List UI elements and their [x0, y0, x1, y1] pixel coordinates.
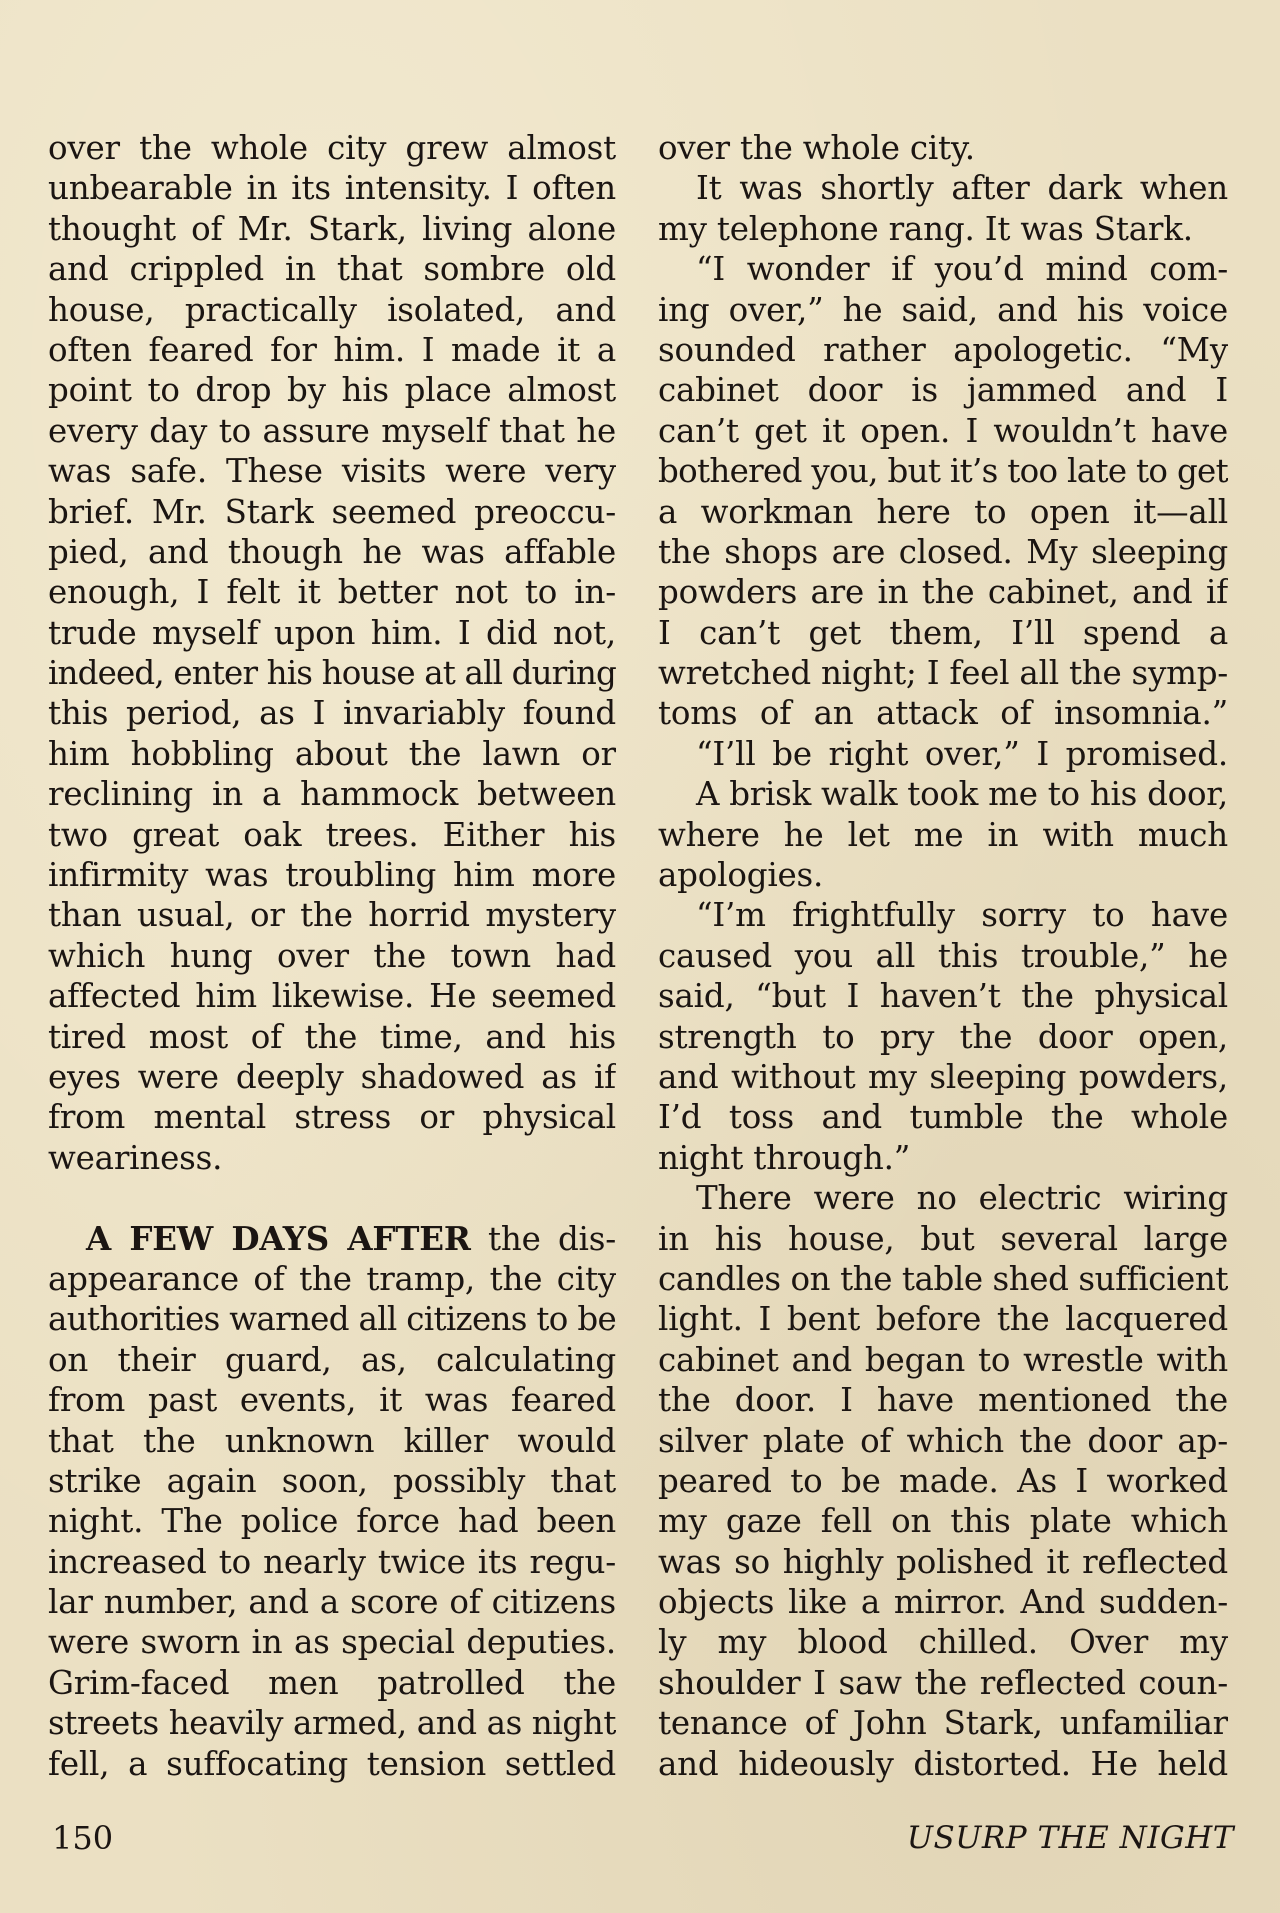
- left_column-line: pied, and though he was affable: [48, 532, 616, 571]
- left_column-line: brief. Mr. Stark seemed preoccu-: [48, 492, 616, 531]
- right_column-line: wretched night; I feel all the symp-: [658, 654, 1228, 693]
- page-number: 150: [52, 1819, 114, 1857]
- right_column-line: tenance of John Stark, unfamiliar: [658, 1704, 1228, 1743]
- left-text-column: [48, 128, 616, 1784]
- left_column-line: every day to assure myself that he: [48, 411, 616, 450]
- left_column_after-line: appearance of the tramp, the city: [48, 1259, 616, 1298]
- right_column-line: over the whole city.: [658, 129, 975, 167]
- left_column_after-line: from past events, it was feared: [48, 1381, 616, 1420]
- right_column-line: candles on the table shed sufficient: [658, 1259, 1228, 1298]
- left_column-line: infirmity was troubling him more: [48, 856, 616, 895]
- right_column-line: A brisk walk took me to his door,: [696, 775, 1228, 814]
- right_column-line: toms of an attack of insomnia.”: [658, 694, 1228, 733]
- left_column-line: him hobbling about the lawn or: [48, 734, 616, 773]
- right_column-line: There were no electric wiring: [696, 1179, 1228, 1218]
- left_column_after-line: that the unknown killer would: [48, 1421, 616, 1460]
- right_column-line: my gaze fell on this plate which: [658, 1502, 1228, 1541]
- left_column-line: thought of Mr. Stark, living alone: [48, 209, 616, 248]
- left_column-line: often feared for him. I made it a: [48, 330, 616, 369]
- section-run-in-heading: A FEW DAYS AFTER: [86, 1218, 471, 1258]
- right_column-line: said, “but I haven’t the physical: [658, 977, 1228, 1016]
- right_column-line: night through.”: [658, 1138, 911, 1177]
- right_column-line: “I wonder if you’d mind com-: [696, 250, 1228, 289]
- section-opening-text: the dis-: [470, 1219, 616, 1258]
- left_column_after-line: night. The police force had been: [48, 1502, 616, 1541]
- right_column-line: was so highly polished it reflected: [658, 1542, 1228, 1581]
- left_column-line: two great oak trees. Either his: [48, 815, 616, 854]
- right_column-line: It was shortly after dark when: [696, 169, 1228, 208]
- right_column-line: sounded rather apologetic. “My: [658, 330, 1228, 369]
- right_column-line: I’d toss and tumble the whole: [658, 1098, 1228, 1137]
- left_column-line: enough, I felt it better not to in-: [48, 573, 616, 612]
- right_column-line: silver plate of which the door ap-: [658, 1421, 1228, 1460]
- right_column-line: ing over,” he said, and his voice: [658, 290, 1228, 329]
- left_column_after-line: lar number, and a score of citizens: [48, 1583, 616, 1622]
- left_column-line: eyes were deeply shadowed as if: [48, 1057, 616, 1096]
- left_column-line: this period, as I invariably found: [48, 694, 616, 733]
- right_column-line: my telephone rang. It was Stark.: [658, 209, 1193, 248]
- right_column-line: I can’t get them, I’ll spend a: [658, 613, 1228, 652]
- right_column-line: a workman here to open it—all: [658, 492, 1228, 531]
- right_column-line: and without my sleeping powders,: [658, 1057, 1228, 1096]
- right_column-line: the shops are closed. My sleeping: [658, 532, 1228, 571]
- section-opening-line: [48, 1219, 616, 1259]
- right_column-line: the door. I have mentioned the: [658, 1381, 1228, 1420]
- right_column-line: can’t get it open. I wouldn’t have: [658, 411, 1228, 450]
- right_column-line: cabinet door is jammed and I: [658, 371, 1228, 410]
- right_column-line: light. I bent before the lacquered: [658, 1300, 1228, 1339]
- left_column-line: than usual, or the horrid mystery: [48, 896, 616, 935]
- right_column-line: where he let me in with much: [658, 815, 1228, 854]
- right_column-line: objects like a mirror. And sudden-: [658, 1583, 1228, 1622]
- right_column-line: apologies.: [658, 856, 824, 895]
- left_column-line: reclining in a hammock between: [48, 775, 616, 814]
- left_column_after-line: strike again soon, possibly that: [48, 1461, 616, 1500]
- left_column-line: affected him likewise. He seemed: [48, 977, 616, 1016]
- left_column-line: was safe. These visits were very: [48, 452, 616, 491]
- left_column-line: house, practically isolated, and: [48, 290, 616, 329]
- left_column-line: point to drop by his place almost: [48, 371, 616, 410]
- right_column-line: ly my blood chilled. Over my: [658, 1623, 1228, 1662]
- right_column-line: caused you all this trouble,” he: [658, 936, 1228, 975]
- left_column-line: over the whole city grew almost: [48, 129, 616, 167]
- right_column-line: peared to be made. As I worked: [658, 1461, 1228, 1500]
- right_column-line: in his house, but several large: [658, 1219, 1228, 1258]
- right_column-line: “I’m frightfully sorry to have: [696, 896, 1228, 935]
- left_column-line: unbearable in its intensity. I often: [48, 169, 616, 208]
- left_column-line: trude myself upon him. I did not,: [48, 613, 616, 652]
- left_column_after-line: increased to nearly twice its regu-: [48, 1542, 616, 1581]
- left_column_after-line: fell, a suffocating tension settled: [48, 1744, 616, 1783]
- section-gap: [48, 1178, 616, 1218]
- running-title: USURP THE NIGHT: [906, 1820, 1234, 1856]
- right-text-column: [658, 128, 1228, 1784]
- right_column-line: powders are in the cabinet, and if: [658, 573, 1228, 612]
- right_column-line: “I’ll be right over,” I promised.: [696, 734, 1228, 773]
- left_column_after-line: streets heavily armed, and as night: [48, 1704, 616, 1743]
- right_column-line: and hideously distorted. He held: [658, 1744, 1228, 1783]
- left_column-line: which hung over the town had: [48, 936, 616, 975]
- left_column-line: weariness.: [48, 1138, 223, 1177]
- right_column-line: shoulder I saw the reflected coun-: [658, 1663, 1228, 1702]
- left_column_after-line: were sworn in as special deputies.: [48, 1623, 616, 1662]
- left_column-line: and crippled in that sombre old: [48, 250, 616, 289]
- left_column-line: tired most of the time, and his: [48, 1017, 616, 1056]
- left_column_after-line: on their guard, as, calculating: [48, 1340, 616, 1379]
- right_column-line: strength to pry the door open,: [658, 1017, 1228, 1056]
- left_column-line: indeed, enter his house at all during: [48, 654, 616, 693]
- left_column-line: from mental stress or physical: [48, 1098, 616, 1137]
- right_column-line: cabinet and began to wrestle with: [658, 1340, 1228, 1379]
- left_column_after-line: Grim-faced men patrolled the: [48, 1663, 616, 1702]
- right_column-line: bothered you, but it’s too late to get: [658, 452, 1228, 491]
- left_column_after-line: authorities warned all citizens to be: [48, 1300, 616, 1339]
